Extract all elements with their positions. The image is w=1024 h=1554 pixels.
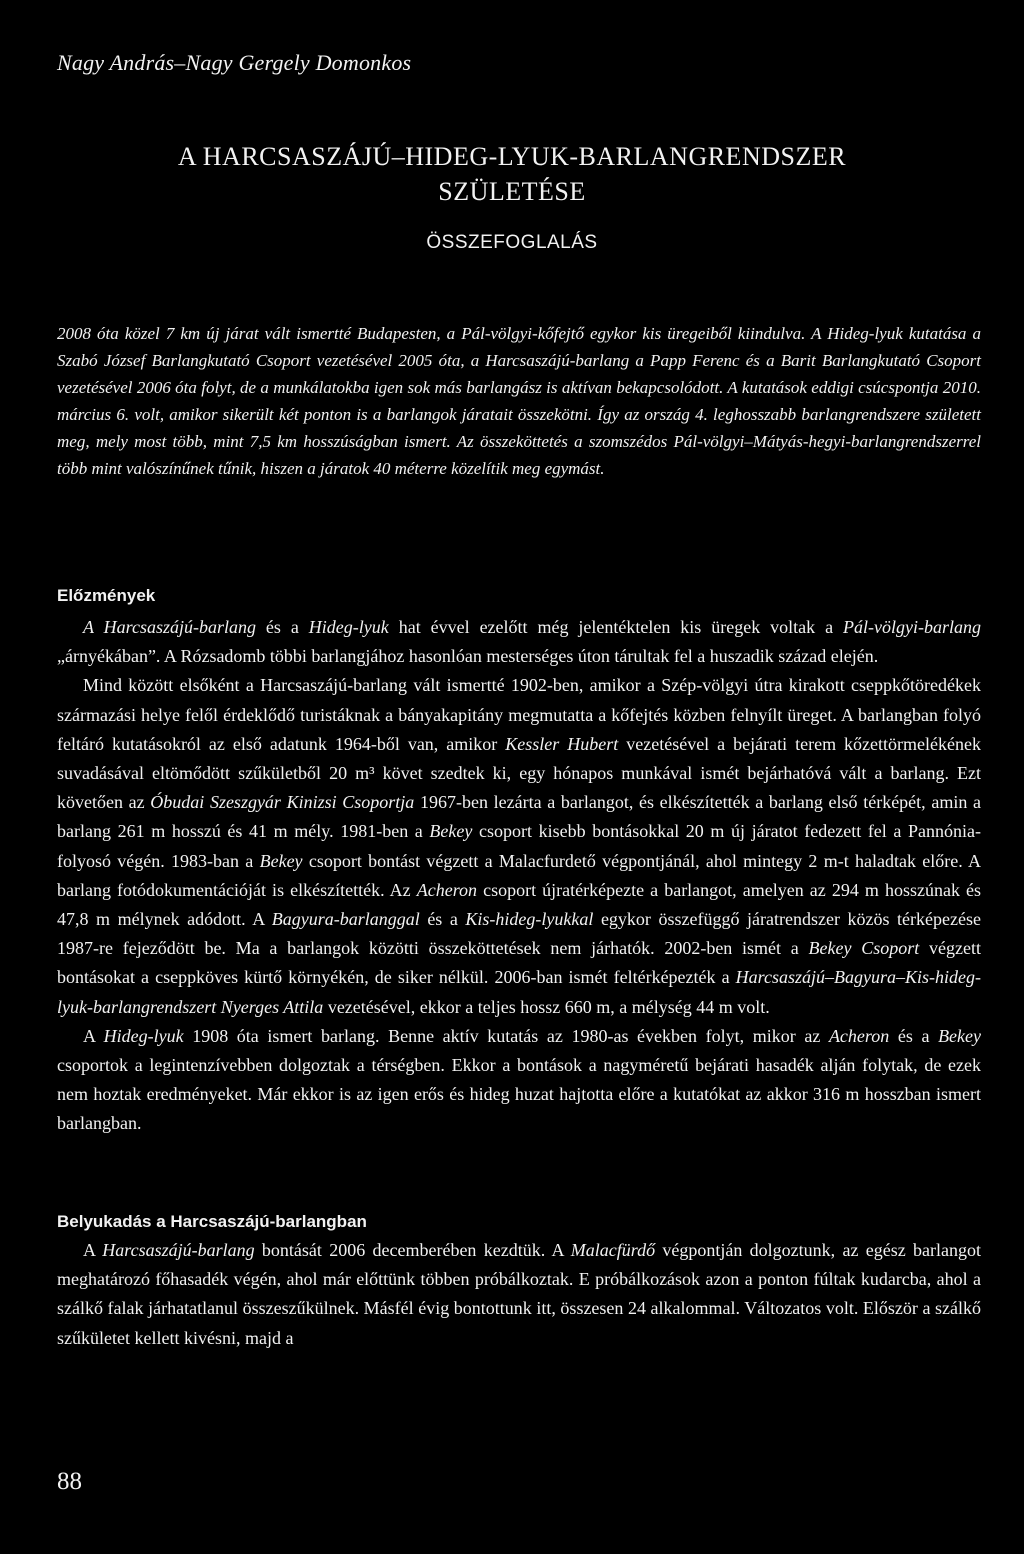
abstract-text <box>57 320 981 482</box>
italic-term: Hideg-lyuk <box>103 1025 184 1046</box>
text-run: vezetésével a bejárati terem kőzettörmelékének suvadásával eltömődött szűkületből 20 m³ követ szedtek ki, egy hónapos munkával ismét bejárhatóvá vált a barlang. Ezt követően az <box>57 733 981 813</box>
section-heading-belyukadas: Belyukadás a Harcsaszájú-barlangban <box>57 1212 367 1231</box>
italic-term: Bekey <box>429 821 473 842</box>
italic-term: Bekey Csoport <box>808 938 920 959</box>
italic-term: Hideg-lyuk <box>308 617 389 637</box>
paragraph <box>57 1022 981 1139</box>
italic-term: Pál-völgyi-barlang <box>843 617 982 637</box>
italic-term: Óbudai Szeszgyár Kinizsi Csoportja <box>150 792 415 813</box>
paragraph <box>57 1236 981 1353</box>
abstract-body: 2008 óta közel 7 km új járat vált ismertté Budapesten, a Pál-völgyi-kőfejtő egykor kis üregeiből kiindulva. A Hideg-lyuk kutatása a Szabó József Barlangkutató Csoport vezetésével 2005 óta, a Harcsaszájú-barlang a Papp Ferenc és a Barit Barlangkutató Csoport vezetésével 2006 óta folyt, de a munkálatokba igen sok más barlangász is aktívan bekapcsolódott. A kutatások eddigi csúcspontja 2010. március 6. volt, amikor sikerült két ponton is a barlangok járatait összekötni. Így az ország 4. leghosszabb barlangrendszere született meg, mely most több, mint 7,5 km hosszúságban ismert. Az összeköttetés a szomszédos Pál-völgyi–Mátyás-hegyi-barlangrendszerrel több mint valószínűnek tűnik, hiszen a járatok 40 méterre közelítik meg egymást. <box>57 324 981 478</box>
text-run: csoport bontást végzett a Malacfurdető végpontjánál, ahol mintegy 2 m-t haladtak előre. A barlang fotódokumentációját is elkészítették. Az <box>57 850 982 900</box>
text-run: A <box>83 1025 104 1046</box>
italic-term: Harcsaszájú–Bagyura–Kis-hideg-lyuk-barlangrendszert Nyerges Attila <box>57 967 981 1017</box>
section-heading-elozmenyek: Előzmények <box>57 586 156 605</box>
italic-term: Bekey <box>938 1025 982 1046</box>
text-run: csoportok a legintenzívebben dolgoztak a térségben. Ekkor a bontások a nagyméretű bejárati hasadék alján folytak, de ezek nem hoztak eredményeket. Már ekkor is az igen erős és hideg huzat hajtotta előre a kutatókat az akkor 316 m hosszban ismert barlangban. <box>57 1055 981 1134</box>
text-run: A <box>83 1240 103 1260</box>
text-run: és a <box>255 617 309 637</box>
text-run: „árnyékában”. A Rózsadomb többi barlangjához hasonlóan mesterséges úton tárultak fel a huszadik század elején. <box>57 646 879 667</box>
italic-term: Kessler Hubert <box>505 733 619 754</box>
italic-term: Bekey <box>259 850 303 871</box>
italic-term: Malacfürdő <box>570 1240 656 1260</box>
text-run: csoport kisebb bontásokkal 20 m új járatot fedezett fel a Pannónia-folyosó végén. 1983-ban a <box>57 821 982 871</box>
article-title-line-2: SZÜLETÉSE <box>438 177 586 206</box>
text-run: bontását 2006 decemberében kezdtük. A <box>254 1240 571 1260</box>
section-body-elozmenyek <box>57 613 981 1139</box>
italic-term: Harcsaszájú-barlang <box>102 1240 255 1260</box>
text-run: és a <box>889 1025 939 1046</box>
text-run: 1908 óta ismert barlang. Benne aktív kutatás az 1980-as években folyt, mikor az <box>183 1025 829 1046</box>
italic-term: Kis-hideg-lyukkal <box>465 909 594 930</box>
text-run: 1967-ben lezárta a barlangot, és elkészítették a barlang első térképét, amin a barlang 261 m hosszú és 41 m mély. 1981-ben a <box>57 792 981 842</box>
text-run: végzett bontásokat a cseppköves kürtő környékén, de siker nélkül. 2006-ban ismét feltérképezték a <box>57 938 982 988</box>
text-run: Mind között elsőként a Harcsaszájú-barlang vált ismertté 1902-ben, amikor a Szép-völgyi útra kirakott cseppkőtöredékek származási helye felől érdeklődő turistáknak a bányakapitány megmutatta a kőfejtés közben felnyílt üreget. A barlangban folyó feltáró kutatásokról az első adatunk 1964-ből van, amikor <box>57 675 981 754</box>
text-run: csoport újratérképezte a barlangot, amelyen az 294 m hosszúnak és 47,8 m mélynek adódott. A <box>57 879 981 930</box>
italic-term: Acheron <box>828 1025 890 1046</box>
text-run: végpontján dolgoztunk, az egész barlangot meghatározó főhasadék végén, ahol már előttünk többen próbálkoztak. E próbálkozások azon a ponton fúltak kudarcba, ahol a szálkő falak járhatatlanul összeszűkülnek. Másfél évig bontottunk itt, összesen 24 alkalommal. Változatos volt. Először a szálkő szűkületet kellett kivésni, majd a <box>57 1240 981 1348</box>
article-title-line-1: A HARCSASZÁJÚ–HIDEG-LYUK-BARLANGRENDSZER <box>177 142 847 171</box>
text-run: és a <box>419 909 466 930</box>
authors: Nagy András–Nagy Gergely Domonkos <box>57 50 412 75</box>
text-run: egykor összefüggő járatrendszer közös térképezése 1987-re fejeződött be. Ma a barlangok közötti összeköttetések nem járhatók. 2002-ben ismét a <box>57 909 981 959</box>
text-run: vezetésével, ekkor a teljes hossz 660 m, a mélység 44 m volt. <box>323 996 770 1017</box>
italic-term: A Harcsaszájú-barlang <box>83 617 256 637</box>
italic-term: Bagyura-barlanggal <box>271 909 420 930</box>
text-run: hat évvel ezelőtt még jelentéktelen kis üregek voltak a <box>388 617 844 637</box>
paragraph <box>57 671 981 1021</box>
section-body-belyukadas <box>57 1236 981 1353</box>
page-number: 88 <box>57 1468 82 1495</box>
italic-term: Acheron <box>416 879 478 900</box>
abstract-heading: ÖSSZEFOGLALÁS <box>426 232 598 253</box>
paragraph <box>57 613 981 671</box>
